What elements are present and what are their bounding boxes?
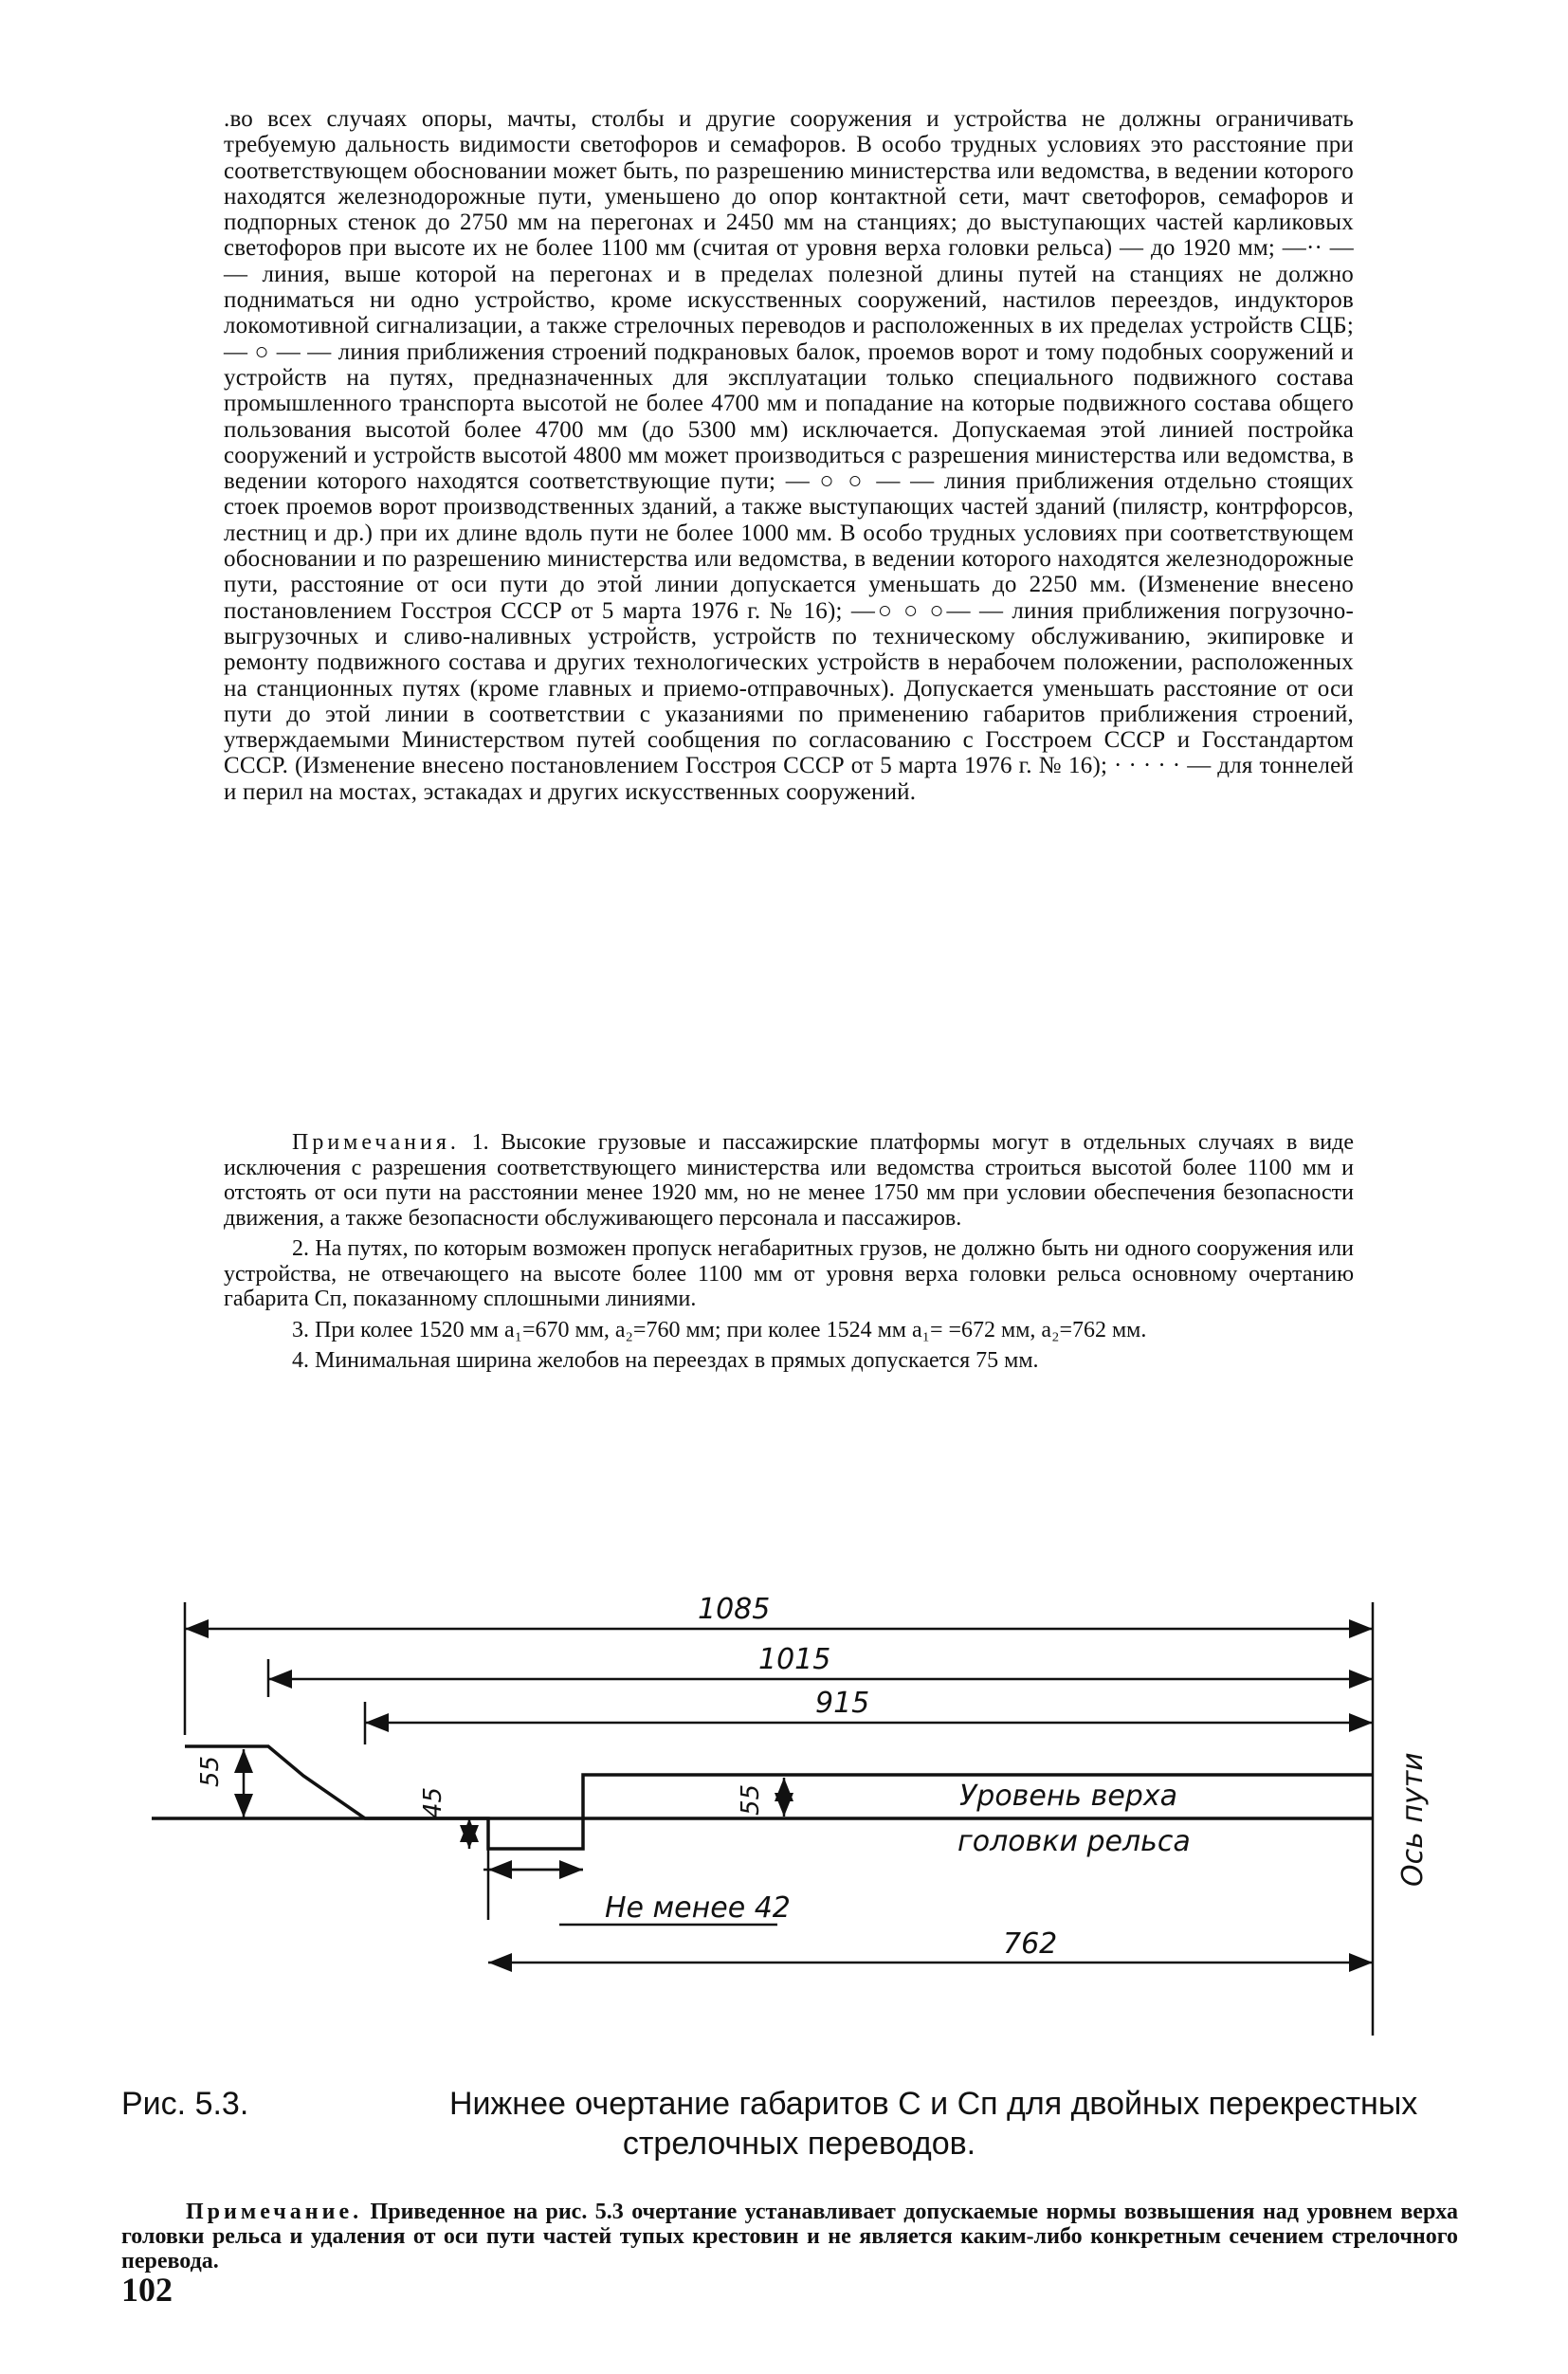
label-915: 915 bbox=[815, 1687, 870, 1720]
label-min-42: Не менее 42 bbox=[605, 1891, 791, 1925]
figure-caption bbox=[121, 2084, 1449, 2164]
label-45: 45 bbox=[419, 1786, 447, 1818]
body-paragraph: .во всех случаях опоры, мачты, столбы и другие сооружения и устройства не должны ограничивать требуемую дальность видимости светофоров и семафоров. В особо трудных условиях это расстояние при соответствующем обосновании может быть, по разрешению министерства или ведомства, в ведении которого находятся железнодорожные пути, уменьшено до опор контактной сети, мачт светофоров, семафоров и подпорных стенок до 2750 мм на перегонах и 2450 мм на станциях; до выступающих частей карликовых светофоров при высоте их не более 1100 мм (считая от уровня верха головки рельса) — до 1920 мм; —·· — — линия, выше которой на перегонах и в пределах полезной длины путей на станциях не должно подниматься ни одно устройство, кроме искусственных сооружений, настилов переездов, индукторов локомотивной сигнализации, а также стрелочных переводов и расположенных в их пределах устройств СЦБ; — ○ — — линия приближения строений подкрановых балок, проемов ворот и тому подобных сооружений и устройств на путях, предназначенных для эксплуатации только специального подвижного состава промышленного транспорта высотой не более 4700 мм и попадание на которые подвижного состава общего пользования высотой более 4700 мм (до 5300 мм) исключается. Допускаемая этой линией постройка сооружений и устройств высотой 4800 мм может производиться с разрешения министерства или ведомства, в ведении которого находятся соответствующие пути; — ○ ○ — — линия приближения отдельно стоящих стоек проемов ворот производственных зданий, а также выступающих частей зданий (пилястр, контрфорсов, лестниц и др.) при их длине вдоль пути не более 1000 мм. В особо трудных условиях при соответствующем обосновании и по разрешению министерства или ведомства, в ведении которого находятся железнодорожные пути, расстояние от оси пути до этой линии допускается уменьшать до 2250 мм. (Изменение внесено постановлением Госстроя СССР от 5 марта 1976 г. № 16); —○ ○ ○— — линия приближения погрузочно-выгрузочных и сливо-наливных устройств, устройств по техническому обслуживанию, экипировке и ремонту подвижного состава и других технологических устройств в нерабочем положении, расположенных на станционных путях (кроме главных и приемо-отправочных). Допускается уменьшать расстояние от оси пути до этой линии в соответствии с указаниями по применению габаритов приближения строений, утверждаемыми Министерством путей сообщения по согласованию с Госстроем СССР и Госстандартом СССР. (Изменение внесено постановлением Госстроя СССР от 5 марта 1976 г. № 16); · · · · · — для тоннелей и перил на мостах, эстакадах и других искусственных сооружений. bbox=[224, 106, 1354, 805]
footnote-text: Приведенное на рис. 5.3 очертание устанавливает допускаемые нормы возвышения над уровнем верха головки рельса и удаления от оси пути частей тупых крестовин и не является каким-либо конкретным сечением стрелочного перевода. bbox=[121, 2200, 1458, 2274]
notes-section bbox=[224, 1130, 1354, 1374]
label-level-line2: головки рельса bbox=[957, 1825, 1191, 1858]
caption-number: Рис. 5.3. bbox=[121, 2086, 249, 2122]
notes-heading: Примечания. bbox=[292, 1130, 460, 1155]
clearance-diagram bbox=[152, 1574, 1479, 2067]
page-number: 102 bbox=[121, 2271, 173, 2309]
label-level-line1: Уровень верха bbox=[959, 1780, 1177, 1813]
note-item-4: 4. Минимальная ширина желобов на переездах в прямых допускается 75 мм. bbox=[292, 1348, 1039, 1373]
figure-footnote bbox=[121, 2200, 1458, 2274]
label-55-left: 55 bbox=[196, 1755, 225, 1787]
label-1015: 1015 bbox=[758, 1643, 831, 1676]
note-item-1: Примечания. 1. Высокие грузовые и пассажирские платформы могут в отдельных случаях в виде исключения с разрешения соответствующего министерства или ведомства строиться высотой более 1100 мм и отстоять от оси пути на расстоянии менее 1920 мм, но не менее 1750 мм при условии обеспечения безопасности движения, а также безопасности обслуживающего персонала и пассажиров. bbox=[224, 1130, 1355, 1231]
caption-line-2: стрелочных переводов. bbox=[622, 2126, 976, 2162]
caption-line-1: Нижнее очертание габаритов С и Сп для двойных перекрестных bbox=[449, 2086, 1418, 2122]
clearance-outline bbox=[185, 1746, 1373, 1849]
note-item-3: 3. При колее 1520 мм a₁=670 мм, a₂=760 мм; при колее 1524 мм a₁= =672 мм, a₂=762 мм. bbox=[292, 1317, 1147, 1342]
footnote-label: Примечание. bbox=[186, 2200, 363, 2224]
label-55-mid: 55 bbox=[737, 1783, 765, 1816]
note-item-2: 2. На путях, по которым возможен пропуск негабаритных грузов, не должно быть ни одного сооружения или устройства, не отвечающего на высоте более 1100 мм от уровня верха головки рельса основному очертанию габарита Сп, показанному сплошными линиями. bbox=[224, 1236, 1354, 1311]
label-1085: 1085 bbox=[698, 1593, 771, 1626]
label-track-axis: Ось пути bbox=[1396, 1752, 1430, 1887]
label-762: 762 bbox=[1003, 1927, 1058, 1961]
